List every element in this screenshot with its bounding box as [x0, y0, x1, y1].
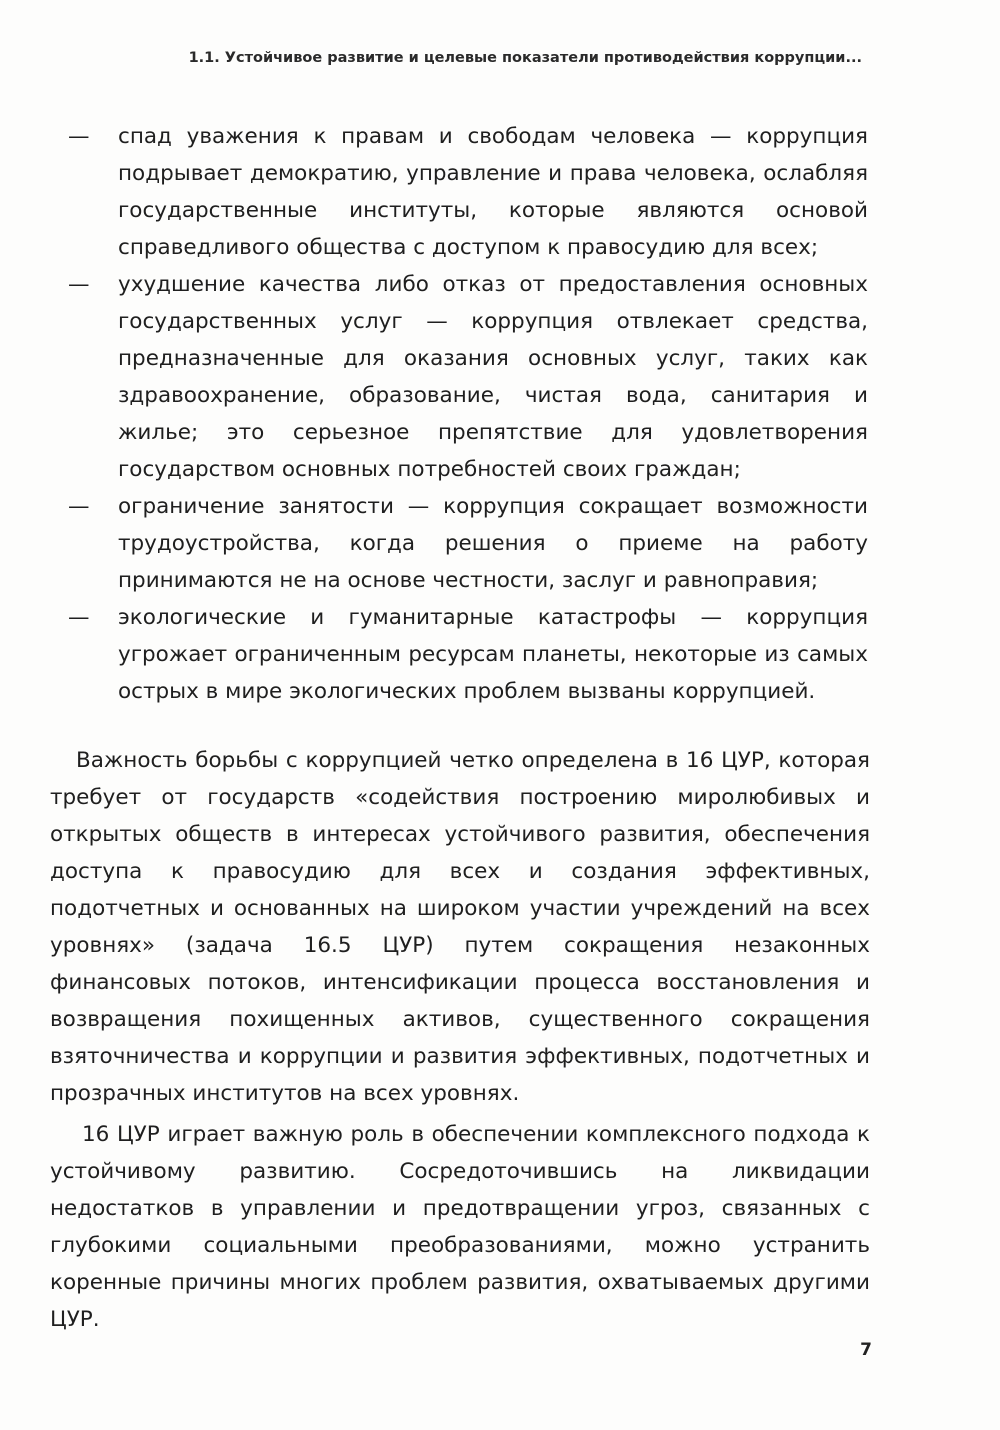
list-item-text: спад уважения к правам и свободам человека — коррупция подрывает демократию, управление и права человека, ослабляя государственные институты, которые являются основой справедливого общества с доступом к правосудию для всех; [118, 124, 868, 260]
dash-marker: — [68, 272, 90, 297]
page-number: 7 [860, 1340, 872, 1360]
list-item [68, 118, 868, 266]
bullet-list [68, 118, 868, 710]
dash-marker: — [68, 124, 90, 149]
body-paragraph-sdg-role: 16 ЦУР играет важную роль в обеспечении комплексного подхода к устойчивому развитию. Сосредоточившись на ликвидации недостатков в управлении и предотвращении угроз, связанных с глубокими социальными преобразованиями, можно устранить коренные причины многих проблем развития, охватываемых другими ЦУР. [50, 1122, 870, 1332]
list-item-text: ухудшение качества либо отказ от предоставления основных государственных услуг — коррупция отвлекает средства, предназначенные для оказания основных услуг, таких как здравоохранение, образование, чистая вода, санитария и жилье; это серьезное препятствие для удовлетворения государством основных потребностей своих граждан; [118, 272, 868, 482]
list-item [68, 266, 868, 488]
list-item [68, 599, 868, 710]
running-header: 1.1. Устойчивое развитие и целевые показатели противодействия коррупции... [188, 50, 862, 66]
dash-marker: — [68, 605, 90, 630]
body-paragraph-sdg-importance: Важность борьбы с коррупцией четко определена в 16 ЦУР, которая требует от государств «содействия построению миролюбивых и открытых обществ в интересах устойчивого развития, обеспечения доступа к правосудию для всех и создания эффективных, подотчетных и основанных на широком участии учреждений на всех уровнях» (задача 16.5 ЦУР) путем сокращения незаконных финансовых потоков, интенсификации процесса восстановления и возвращения похищенных активов, существенного сокращения взяточничества и коррупции и развития эффективных, подотчетных и прозрачных институтов на всех уровнях. [50, 748, 870, 1106]
list-item-text: ограничение занятости — коррупция сокращает возможности трудоустройства, когда решения о приеме на работу принимаются не на основе честности, заслуг и равноправия; [118, 494, 868, 593]
dash-marker: — [68, 494, 90, 519]
list-item-text: экологические и гуманитарные катастрофы — коррупция угрожает ограниченным ресурсам планеты, некоторые из самых острых в мире экологических проблем вызваны коррупцией. [118, 605, 868, 704]
list-item [68, 488, 868, 599]
